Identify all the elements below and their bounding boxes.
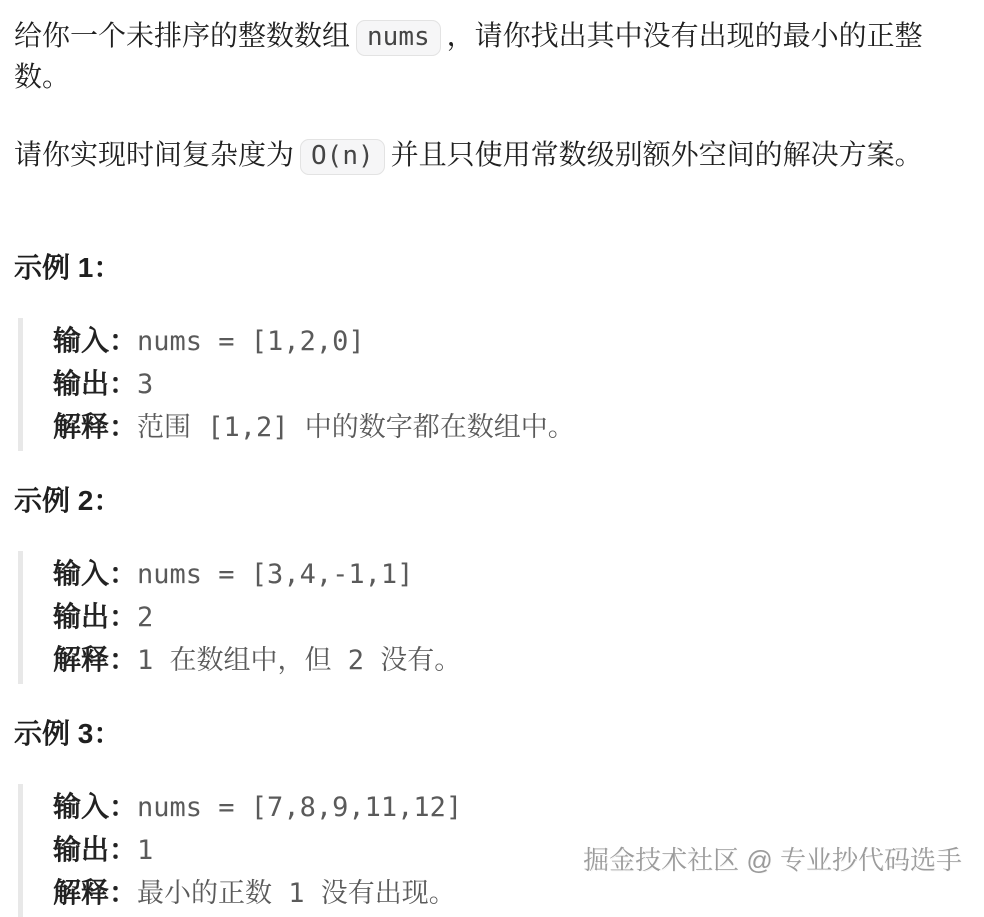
example-1-block (18, 318, 964, 451)
input-value: nums = [1,2,0] (137, 326, 365, 357)
inline-code-nums: nums (356, 20, 441, 56)
inline-code-complexity: O(n) (300, 139, 385, 175)
example-2-title: 示例 2： (14, 485, 122, 516)
output-value: 1 (137, 835, 154, 866)
example-1-input-line (53, 320, 964, 363)
explanation-label: 解释： (53, 877, 138, 908)
explanation-value: 范围 [1,2] 中的数字都在数组中。 (137, 412, 575, 443)
input-label: 输入： (53, 325, 138, 356)
explanation-value: 最小的正数 1 没有出现。 (137, 878, 456, 909)
explanation-value: 1 在数组中，但 2 没有。 (137, 645, 462, 676)
example-1-title: 示例 1： (14, 252, 122, 283)
input-value: nums = [7,8,9,11,12] (137, 792, 463, 823)
example-2-explanation-line (53, 639, 964, 682)
output-label: 输出： (53, 601, 138, 632)
problem-paragraph-2 (14, 135, 964, 176)
example-3-title: 示例 3： (14, 718, 122, 749)
explanation-label: 解释： (53, 411, 138, 442)
example-section-3 (14, 714, 964, 917)
example-2-output-line (53, 596, 964, 639)
example-2-input-line (53, 553, 964, 596)
output-value: 3 (137, 369, 154, 400)
input-label: 输入： (53, 791, 138, 822)
input-value: nums = [3,4,-1,1] (137, 559, 414, 590)
example-section-2 (14, 481, 964, 684)
paragraph-2-text-before: 请你实现时间复杂度为 (14, 139, 295, 170)
example-1-output-line (53, 363, 964, 406)
paragraph-1-text-after: ，请你找出其中没有出现的最小的正整数。 (14, 20, 923, 92)
output-value: 2 (137, 602, 154, 633)
problem-paragraph-1 (14, 16, 964, 97)
output-label: 输出： (53, 368, 138, 399)
example-3-input-line (53, 786, 964, 829)
output-label: 输出： (53, 834, 138, 865)
paragraph-2-text-after: 并且只使用常数级别额外空间的解决方案。 (390, 139, 923, 170)
paragraph-1-text-before: 给你一个未排序的整数数组 (14, 20, 351, 51)
watermark: 掘金技术社区 @ 专业抄代码选手 (583, 845, 962, 875)
explanation-label: 解释： (53, 644, 138, 675)
example-section-1 (14, 248, 964, 451)
input-label: 输入： (53, 558, 138, 589)
problem-description (14, 16, 964, 917)
example-2-block (18, 551, 964, 684)
example-1-explanation-line (53, 406, 964, 449)
